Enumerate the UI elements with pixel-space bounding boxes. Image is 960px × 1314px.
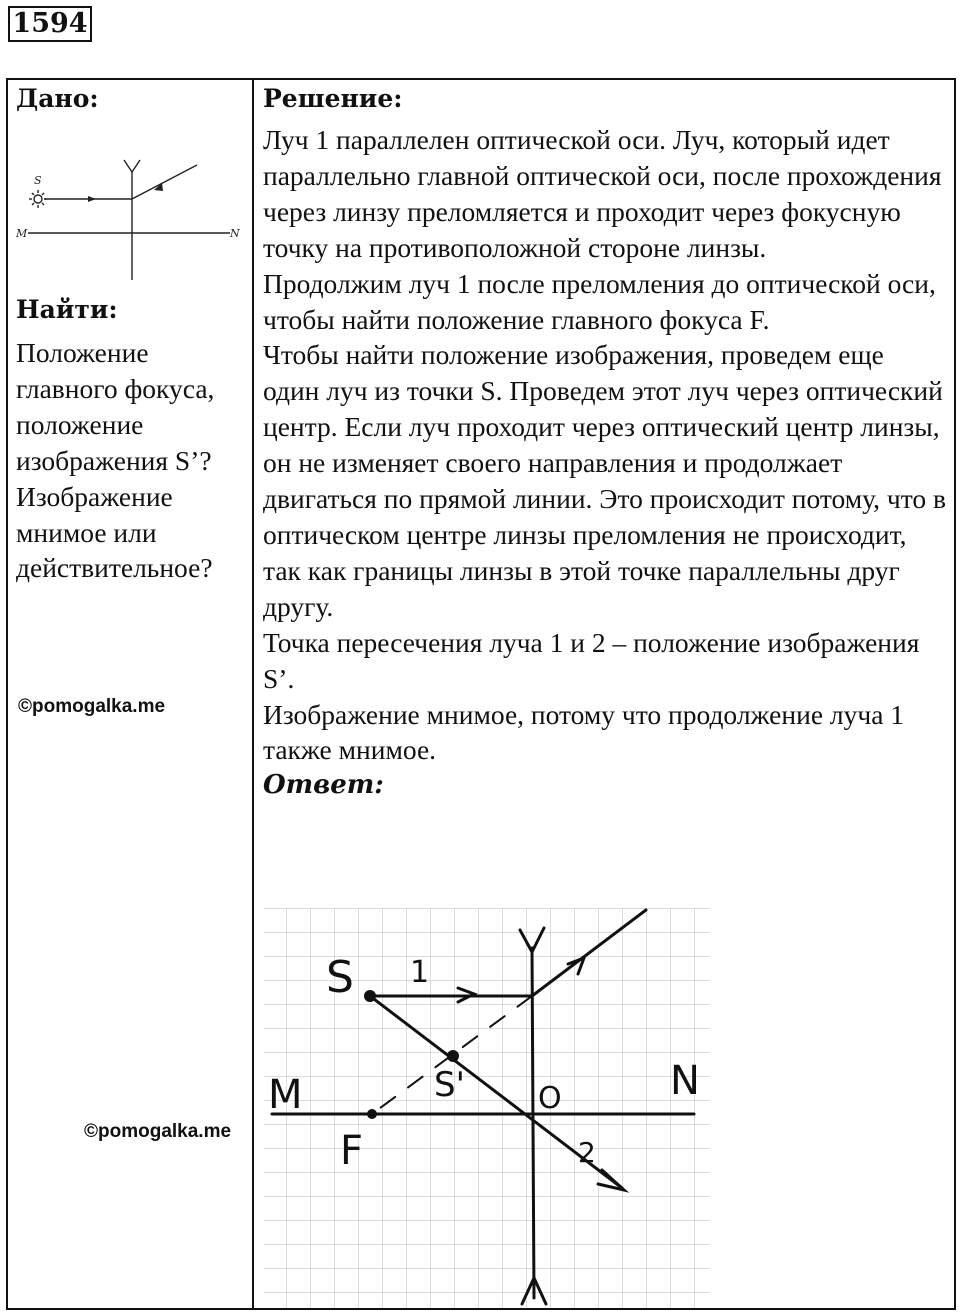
watermark: ©pomogalka.me [18,696,166,717]
answer-sketch [262,908,714,1308]
problem-number: 1594 [8,6,92,42]
solution-paragraph: Изображение мнимое, потому что продолжение луча 1 также мнимое. [263,698,905,766]
incident-arrow-icon [88,196,96,202]
find-section [16,293,250,586]
column-divider [252,78,254,1310]
source-label: S [34,174,42,187]
source-label: S [326,952,354,1003]
image-point [447,1050,459,1062]
center-label: O [538,1081,562,1116]
focus-point [367,1109,377,1119]
given-figure [16,120,246,280]
solution-body [263,122,947,768]
watermark: ©pomogalka.me [84,1121,232,1142]
sun-source-icon [29,190,47,208]
source-point [364,990,376,1002]
solution-paragraph: Продолжим луч 1 после преломления до оптической оси, чтобы найти положение главного фокуса F. [263,267,936,335]
axis-left-label: M [268,1072,303,1118]
solution-paragraph: Чтобы найти положение изображения, проведем еще один луч из точки S. Проведем этот луч через оптический центр. Если луч проходит через оптический центр линзы, он не изменяет своего направления и продолжает двигаться по прямой линии. Это происходит потому, что в оптическом центре линзы преломления не происходит, так как границы линзы в этой точке параллельны друг другу. [263,339,947,622]
ray-1-label: 1 [410,955,430,990]
right-column [263,82,947,802]
refracted-ray [132,165,197,199]
find-text: Положение главного фокуса, положение изображения S’? Изображение мнимое или действительное? [16,337,215,584]
answer-heading: Ответ: [263,770,384,801]
find-heading: Найти: [16,295,118,324]
left-column [16,82,250,280]
lens-line [532,948,534,1298]
axis-left-label: M [16,227,28,240]
image-label: S' [434,1065,465,1105]
solution-heading: Решение: [263,84,403,113]
solution-paragraph: Луч 1 параллелен оптической оси. Луч, который идет параллельно главной оптической оси, после прохождения через линзу преломляется и проходит через фокусную точку на противоположной стороне линзы. [263,124,942,263]
focus-label: F [340,1128,364,1174]
axis-right-label: N [670,1058,700,1104]
ray-2-label: 2 [578,1136,596,1169]
solution-paragraph: Точка пересечения луча 1 и 2 – положение изображения S’. [263,626,920,694]
lens-top-end [124,160,140,172]
axis-right-label: N [230,227,240,240]
given-heading: Дано: [16,84,99,113]
